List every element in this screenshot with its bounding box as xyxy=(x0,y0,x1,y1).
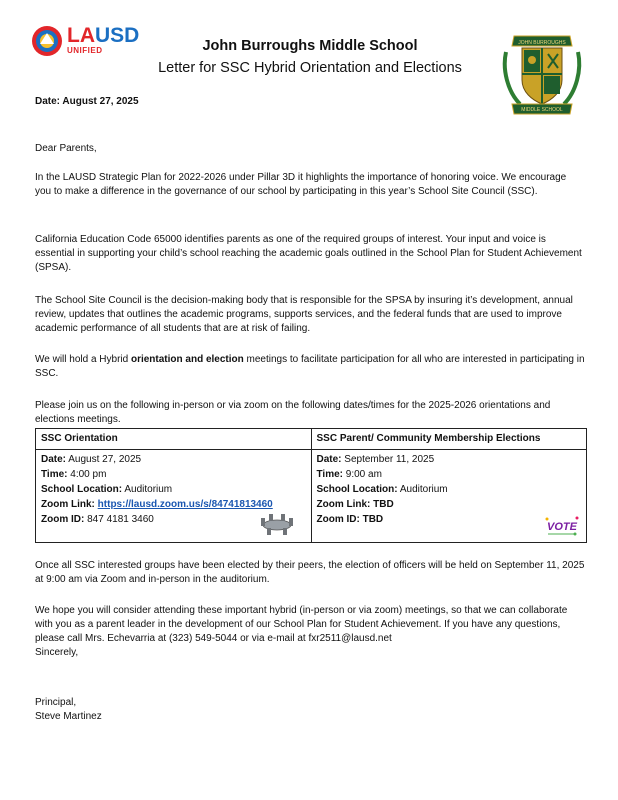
letter-title: Letter for SSC Hybrid Orientation and Elections xyxy=(158,60,462,76)
svg-text:MIDDLE SCHOOL: MIDDLE SCHOOL xyxy=(521,107,563,113)
elections-location: School Location: Auditorium xyxy=(316,484,448,495)
orientation-header: SSC Orientation xyxy=(36,429,312,450)
svg-text:VOTE: VOTE xyxy=(547,521,577,533)
lausd-wordmark: LAUSD xyxy=(67,24,140,47)
school-crest-icon xyxy=(500,30,584,120)
meetings-table xyxy=(35,428,587,543)
letter-date: Date: August 27, 2025 xyxy=(35,96,139,107)
signature-title: Principal, xyxy=(35,697,77,708)
orientation-location: School Location: Auditorium xyxy=(41,484,173,495)
vote-icon xyxy=(544,514,580,538)
paragraph-officer-election: Once all SSC interested groups have been elected by their peers, the election of officers will be held on September 11, 2025 at 9:00 am via Zoom and in-person in the auditorium. xyxy=(35,560,585,585)
paragraph-hybrid-meetings: We will hold a Hybrid orientation and election meetings to facilitate participation for all who are interested in participating in SSC. xyxy=(35,354,585,379)
paragraph-education-code: California Education Code 65000 identifies parents as one of the required groups of interest. Your input and voice is essential in supporting your child’s school reaching the academic goals outlined in the School Plan for Student Achievement (SPSA). xyxy=(35,234,582,273)
orientation-zoom-link-row: Zoom Link: https://lausd.zoom.us/s/84741813460 xyxy=(41,499,273,510)
elections-date: Date: September 11, 2025 xyxy=(316,454,435,465)
zoom-link[interactable]: https://lausd.zoom.us/s/84741813460 xyxy=(97,499,273,510)
closing: Sincerely, xyxy=(35,647,79,658)
meeting-table-icon xyxy=(257,510,297,536)
signature-name: Steve Martinez xyxy=(35,711,102,722)
paragraph-contact: We hope you will consider attending these important hybrid (in-person or via zoom) meetings, so that we can collaborate with you as a parent leader in the development of our School Plan for Student Achievement. If you have any questions, please call Mrs. Echevarria at (323) 549-5044 or via e-mail at fxr2511@lausd.net Sincerely, xyxy=(35,604,585,660)
elections-zoom-id: Zoom ID: TBD xyxy=(316,514,384,525)
lausd-emblem-icon xyxy=(30,24,64,58)
paragraph-join-us: Please join us on the following in-person or via zoom on the following dates/times for the 2025-2026 orientations and elections meetings. xyxy=(35,400,551,425)
svg-text:JOHN BURROUGHS: JOHN BURROUGHS xyxy=(518,40,566,46)
school-name: John Burroughs Middle School xyxy=(202,38,418,54)
signature xyxy=(35,696,585,724)
lausd-logo xyxy=(30,24,155,64)
elections-zoom-link: Zoom Link: TBD xyxy=(316,499,394,510)
elections-details xyxy=(311,450,587,543)
greeting: Dear Parents, xyxy=(35,143,97,154)
orientation-time: Time: 4:00 pm xyxy=(41,469,107,480)
elections-time: Time: 9:00 am xyxy=(316,469,382,480)
elections-header: SSC Parent/ Community Membership Elections xyxy=(311,429,587,450)
orientation-details xyxy=(36,450,312,543)
paragraph-strategic-plan: In the LAUSD Strategic Plan for 2022-2026 under Pillar 3D it highlights the importance of honoring voice. We encourage you to make a difference in the governance of our school by participating in this year’s School Site Council (SSC). xyxy=(35,172,567,197)
lausd-unified-label: UNIFIED xyxy=(67,46,103,55)
paragraph-ssc-description: The School Site Council is the decision-making body that is responsible for the SPSA by insuring it’s development, annual review, updates that outlines the academic programs, supports services, and the federal funds that are used to improve academic performance of all students that are at risk of failing. xyxy=(35,295,573,334)
orientation-date: Date: August 27, 2025 xyxy=(41,454,142,465)
orientation-zoom-id: Zoom ID: 847 4181 3460 xyxy=(41,514,154,525)
